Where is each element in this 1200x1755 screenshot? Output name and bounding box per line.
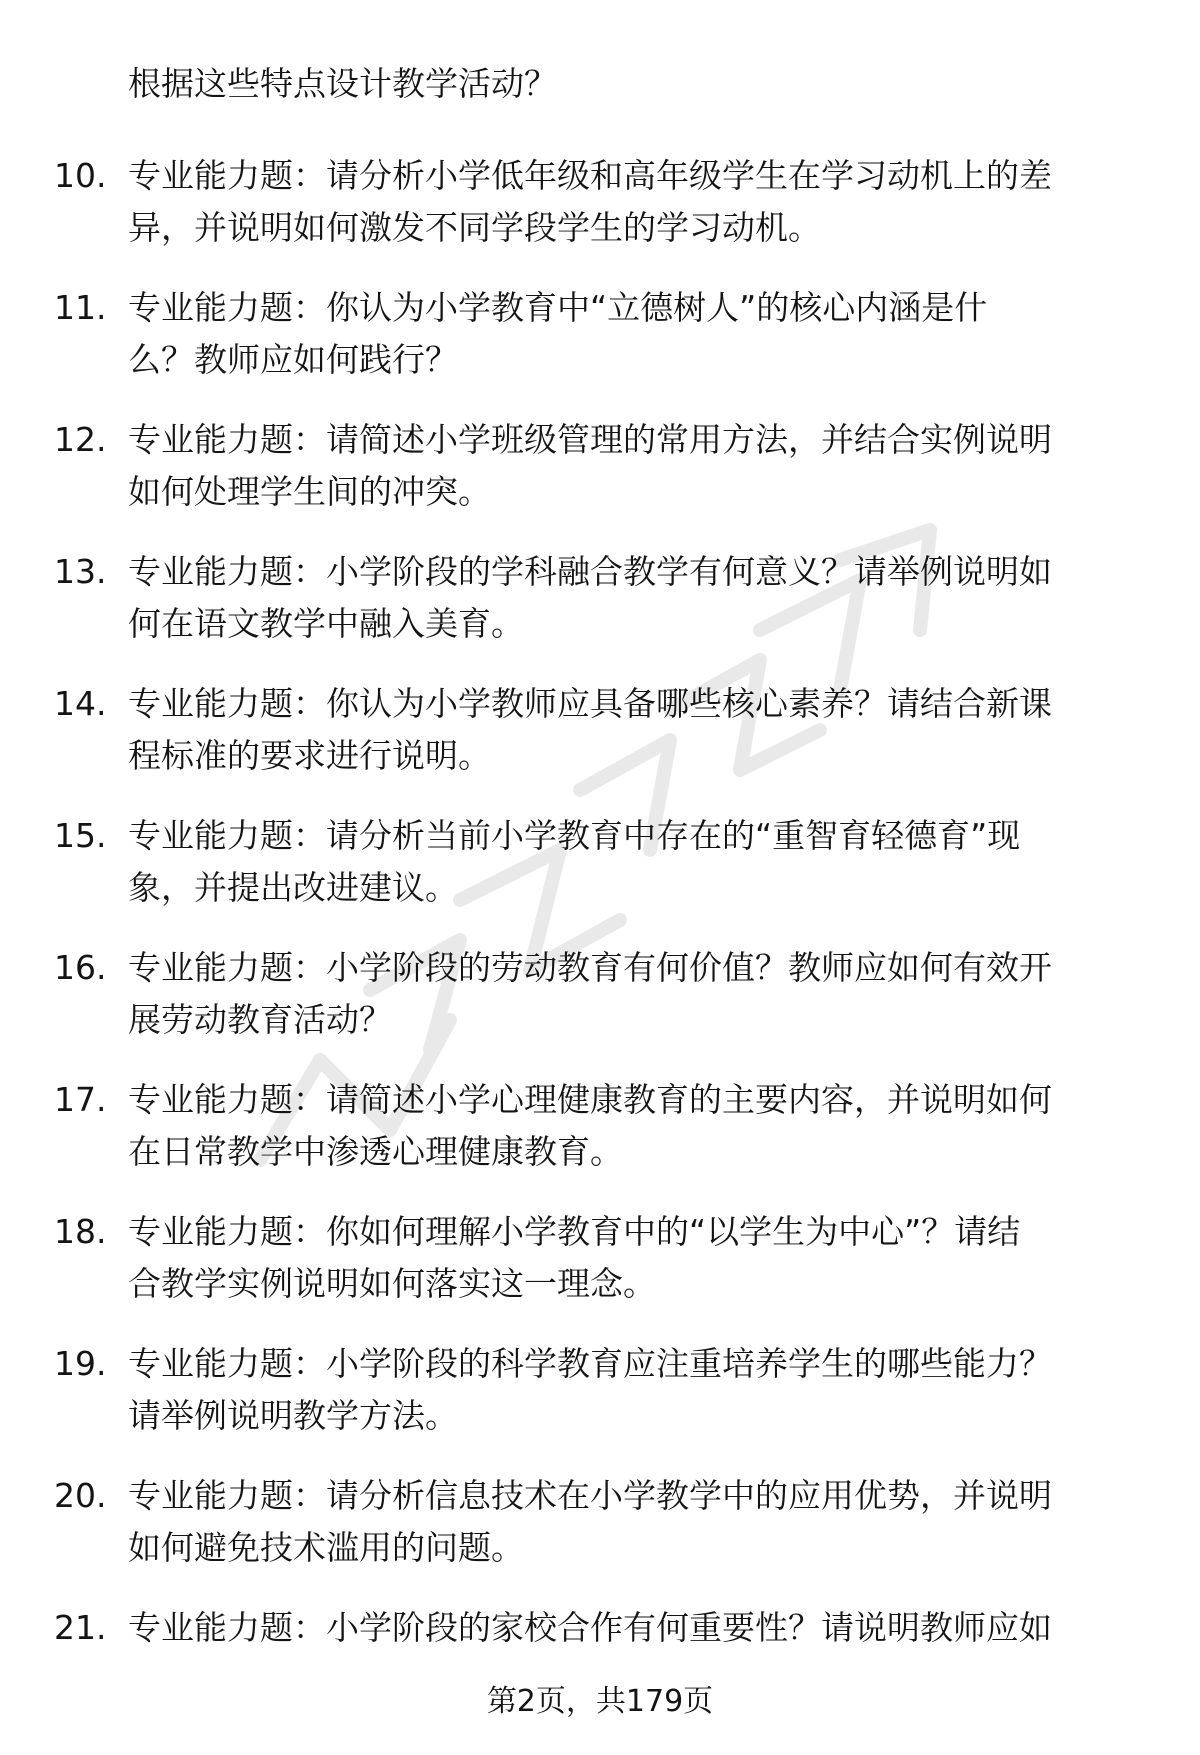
question-text-line: 专业能力题：你认为小学教师应具备哪些核心素养？请结合新课 — [128, 684, 1052, 723]
question-text-line: 专业能力题：请分析小学低年级和高年级学生在学习动机上的差 — [128, 156, 1052, 195]
question-item — [0, 1470, 1200, 1602]
question-text-line: 专业能力题：请简述小学班级管理的常用方法，并结合实例说明 — [128, 420, 1052, 459]
question-text-line: 展劳动教育活动？ — [128, 1000, 392, 1039]
question-text — [128, 1602, 1138, 1654]
continuation-line: 根据这些特点设计教学活动？ — [128, 64, 557, 103]
question-text — [128, 414, 1138, 518]
question-text-line: 如何处理学生间的冲突。 — [128, 472, 491, 511]
question-number: 13. — [54, 552, 107, 591]
question-text-line: 么？教师应如何践行？ — [128, 340, 458, 379]
question-text-line: 专业能力题：你如何理解小学教育中的“以学生为中心”？请结 — [128, 1212, 1021, 1251]
question-text — [128, 1470, 1138, 1574]
question-text-line: 专业能力题：小学阶段的学科融合教学有何意义？请举例说明如 — [128, 552, 1052, 591]
question-item — [0, 546, 1200, 678]
question-number: 20. — [54, 1476, 107, 1515]
question-item — [0, 678, 1200, 810]
question-text — [128, 942, 1138, 1046]
question-item — [0, 942, 1200, 1074]
question-text — [128, 1206, 1138, 1310]
question-text-line: 专业能力题：请分析信息技术在小学教学中的应用优势，并说明 — [128, 1476, 1052, 1515]
question-number: 21. — [54, 1608, 107, 1647]
question-item — [0, 282, 1200, 414]
question-text — [128, 546, 1138, 650]
question-item — [0, 414, 1200, 546]
question-number: 18. — [54, 1212, 107, 1251]
question-number: 12. — [54, 420, 107, 459]
question-item — [0, 150, 1200, 282]
question-item — [0, 1074, 1200, 1206]
question-text — [128, 1338, 1138, 1442]
question-number: 10. — [54, 156, 107, 195]
question-text-line: 专业能力题：小学阶段的劳动教育有何价值？教师应如何有效开 — [128, 948, 1052, 987]
question-item — [0, 1338, 1200, 1470]
question-item — [0, 810, 1200, 942]
question-text-line: 在日常教学中渗透心理健康教育。 — [128, 1132, 623, 1171]
question-text-line: 专业能力题：小学阶段的科学教育应注重培养学生的哪些能力？ — [128, 1344, 1052, 1383]
question-text-line: 请举例说明教学方法。 — [128, 1396, 458, 1435]
question-text-line: 程标准的要求进行说明。 — [128, 736, 491, 775]
question-text-line: 专业能力题：请简述小学心理健康教育的主要内容，并说明如何 — [128, 1080, 1052, 1119]
question-number: 14. — [54, 684, 107, 723]
question-number: 16. — [54, 948, 107, 987]
question-text-line: 合教学实例说明如何落实这一理念。 — [128, 1264, 656, 1303]
question-number: 11. — [54, 288, 107, 327]
question-text — [128, 810, 1138, 914]
question-number: 17. — [54, 1080, 107, 1119]
question-item — [0, 1206, 1200, 1338]
question-list — [0, 150, 1200, 1734]
question-text-line: 如何避免技术滥用的问题。 — [128, 1528, 524, 1567]
question-text-line: 专业能力题：请分析当前小学教育中存在的“重智育轻德育”现 — [128, 816, 1021, 855]
question-number: 15. — [54, 816, 107, 855]
question-text — [128, 1074, 1138, 1178]
question-text-line: 异，并说明如何激发不同学段学生的学习动机。 — [128, 208, 821, 247]
question-text — [128, 678, 1138, 782]
question-text-line: 专业能力题：你认为小学教育中“立德树人”的核心内涵是什 — [128, 288, 988, 327]
question-text-line: 象，并提出改进建议。 — [128, 868, 458, 907]
question-text-line: 专业能力题：小学阶段的家校合作有何重要性？请说明教师应如 — [128, 1608, 1052, 1647]
question-text-line: 何在语文教学中融入美育。 — [128, 604, 524, 643]
page-footer: 第2页，共179页 — [486, 1684, 714, 1719]
question-number: 19. — [54, 1344, 107, 1383]
question-text — [128, 150, 1138, 254]
question-text — [128, 282, 1138, 386]
